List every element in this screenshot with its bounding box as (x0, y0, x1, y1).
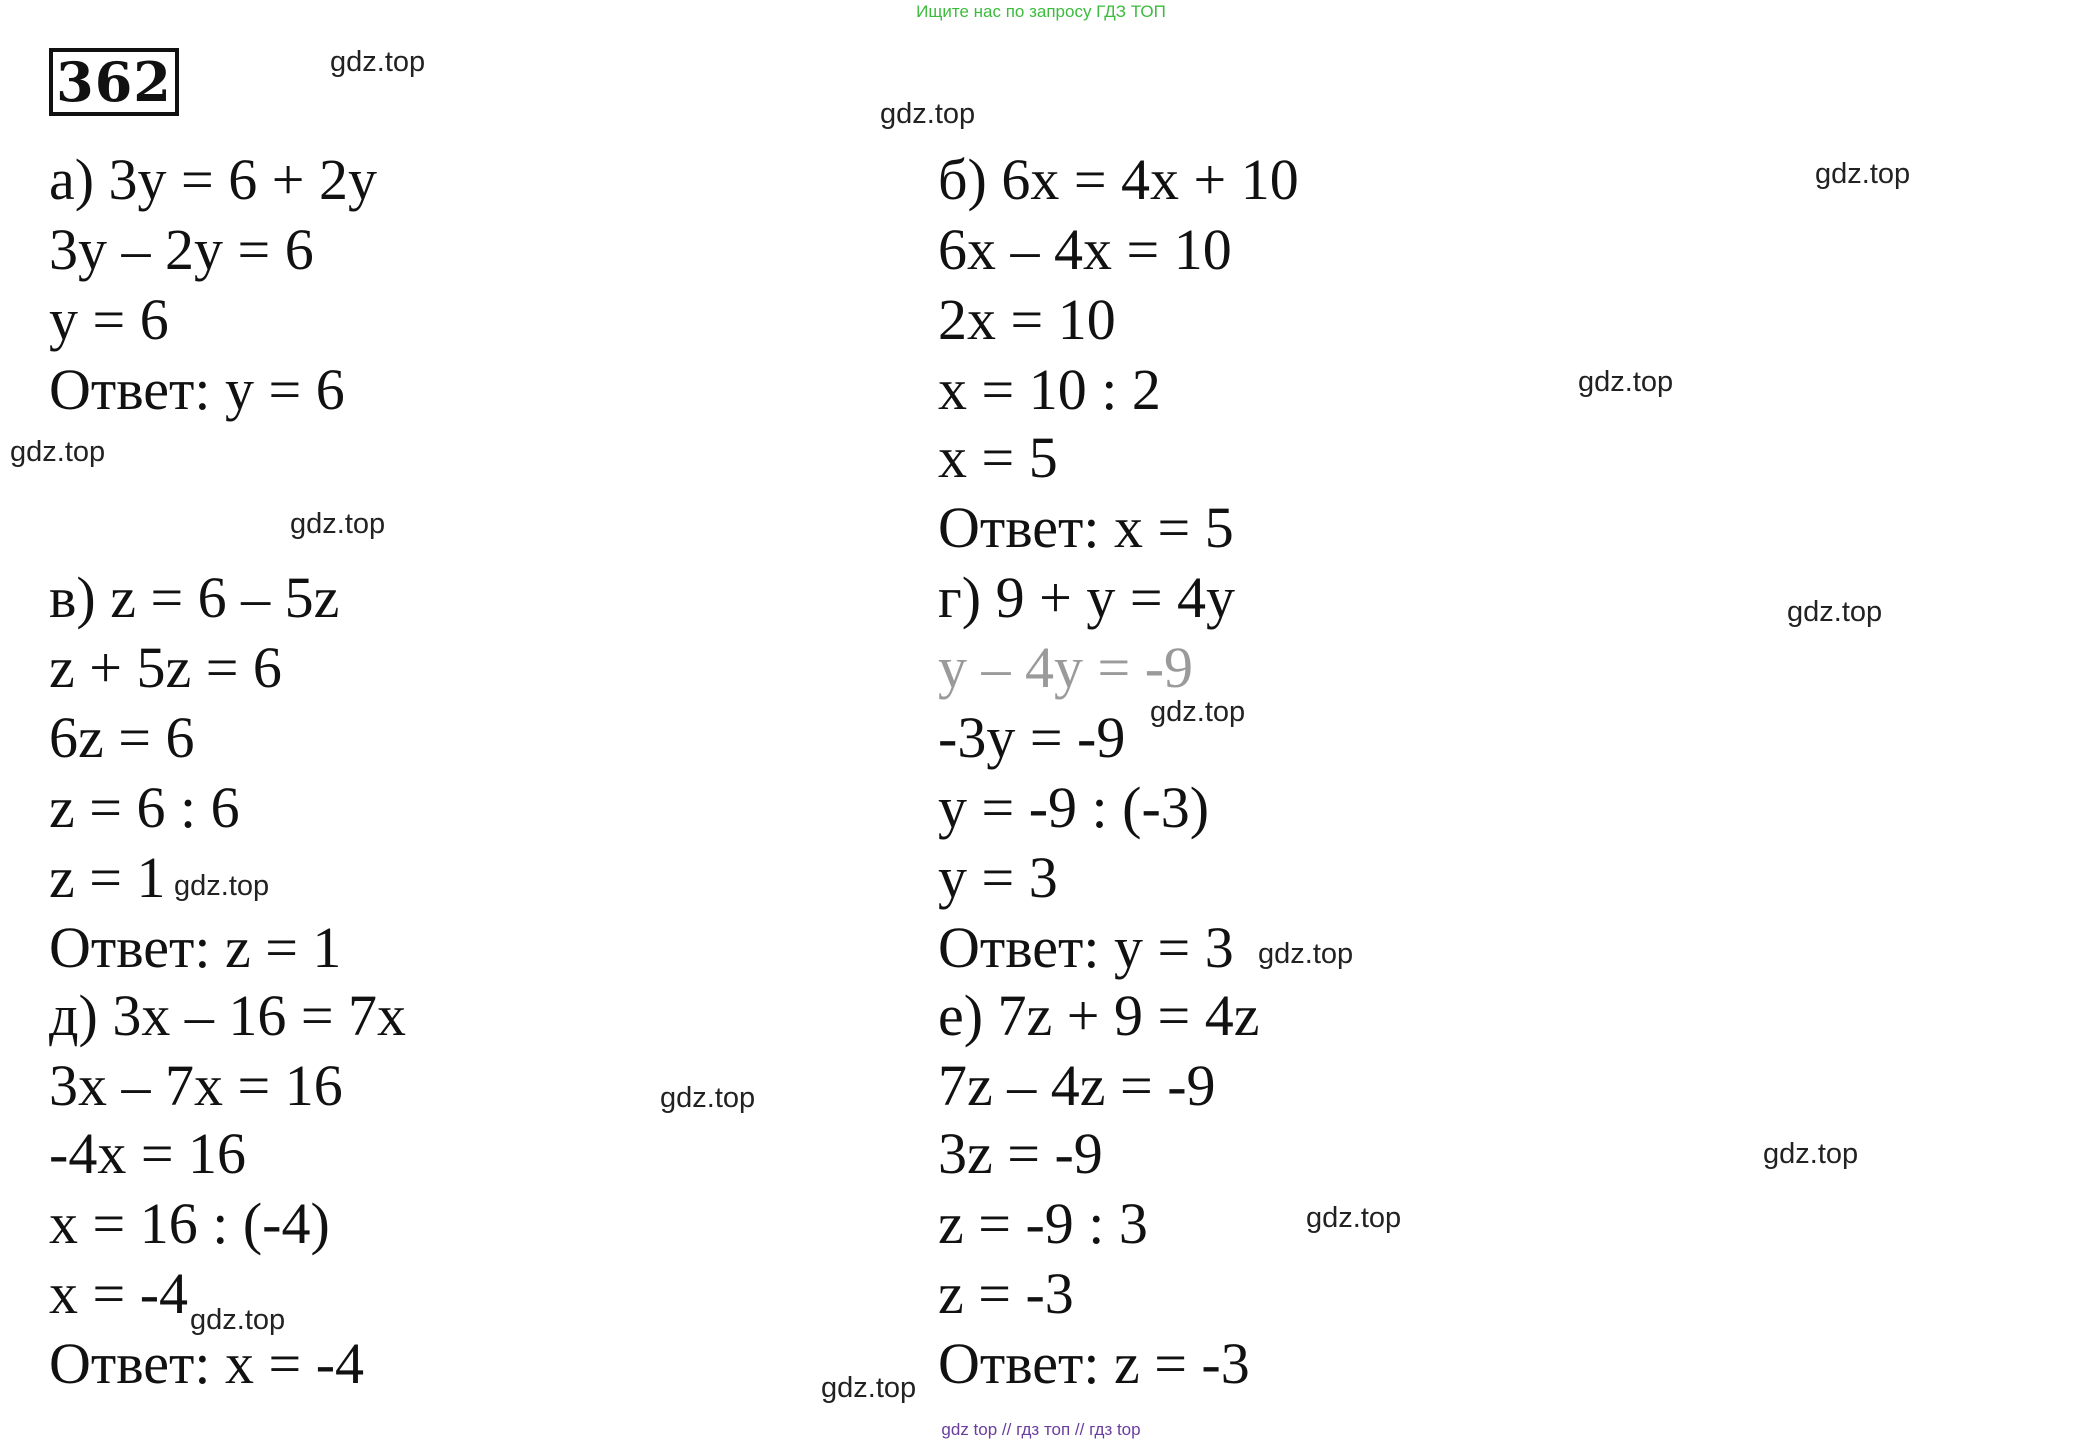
watermark: gdz.top (10, 436, 106, 468)
watermark: gdz.top (190, 1304, 286, 1336)
watermark: gdz.top (880, 98, 976, 130)
solution-line: 6x – 4x = 10 (938, 217, 1232, 282)
solution-line: е) 7z + 9 = 4z (938, 983, 1260, 1048)
solution-line: 6z = 6 (49, 705, 195, 770)
solution-line: z = 1 (49, 845, 166, 910)
solution-line: д) 3x – 16 = 7x (49, 983, 407, 1048)
solution-line: x = 10 : 2 (938, 357, 1161, 422)
top-banner: Ищите нас по запросу ГДЗ ТОП (916, 2, 1166, 21)
solution-line: Ответ: x = -4 (49, 1331, 365, 1396)
watermark: gdz.top (330, 46, 426, 78)
solution-line: y = 6 (49, 287, 169, 352)
watermark: gdz.top (1763, 1138, 1859, 1170)
solution-line: Ответ: y = 3 (938, 915, 1234, 980)
solution-line: 2x = 10 (938, 287, 1116, 352)
solution-line: z + 5z = 6 (49, 635, 282, 700)
watermark: gdz.top (660, 1082, 756, 1114)
solution-line: z = -9 : 3 (938, 1191, 1148, 1256)
solution-line: z = 6 : 6 (49, 775, 240, 840)
watermark: gdz.top (174, 870, 270, 902)
solution-line: z = -3 (938, 1261, 1074, 1326)
solution-line: 3y – 2y = 6 (49, 217, 314, 282)
solution-line: y – 4y = -9 (938, 635, 1194, 700)
watermark: gdz.top (1306, 1202, 1402, 1234)
watermark: gdz.top (1258, 938, 1354, 970)
solution-line: а) 3y = 6 + 2y (49, 147, 377, 212)
solution-line: -4x = 16 (49, 1121, 247, 1186)
watermark: gdz.top (1815, 158, 1911, 190)
solution-line: Ответ: x = 5 (938, 495, 1234, 560)
solution-line: y = -9 : (-3) (938, 775, 1210, 840)
watermark: gdz.top (1150, 696, 1246, 728)
solution-line: x = 16 : (-4) (49, 1191, 330, 1256)
solution-line: в) z = 6 – 5z (49, 565, 340, 630)
solution-line: б) 6x = 4x + 10 (938, 147, 1299, 212)
solution-line: Ответ: z = 1 (49, 915, 342, 980)
solution-line: 3x – 7x = 16 (49, 1053, 343, 1118)
solution-line: x = -4 (49, 1261, 189, 1326)
solution-line: y = 3 (938, 845, 1058, 910)
watermark: gdz.top (1787, 596, 1883, 628)
solution-line: -3y = -9 (938, 705, 1126, 770)
solution-line: Ответ: z = -3 (938, 1331, 1250, 1396)
solution-line: 3z = -9 (938, 1121, 1103, 1186)
solution-line: г) 9 + y = 4y (938, 565, 1236, 630)
watermark: gdz.top (290, 508, 386, 540)
problem-number: 362 (49, 48, 179, 116)
watermark: gdz.top (821, 1372, 917, 1404)
solution-line: x = 5 (938, 425, 1058, 490)
solution-line: Ответ: y = 6 (49, 357, 345, 422)
footer: gdz top // гдз топ // гдз top (941, 1420, 1141, 1439)
watermark: gdz.top (1578, 366, 1674, 398)
solution-line: 7z – 4z = -9 (938, 1053, 1216, 1118)
